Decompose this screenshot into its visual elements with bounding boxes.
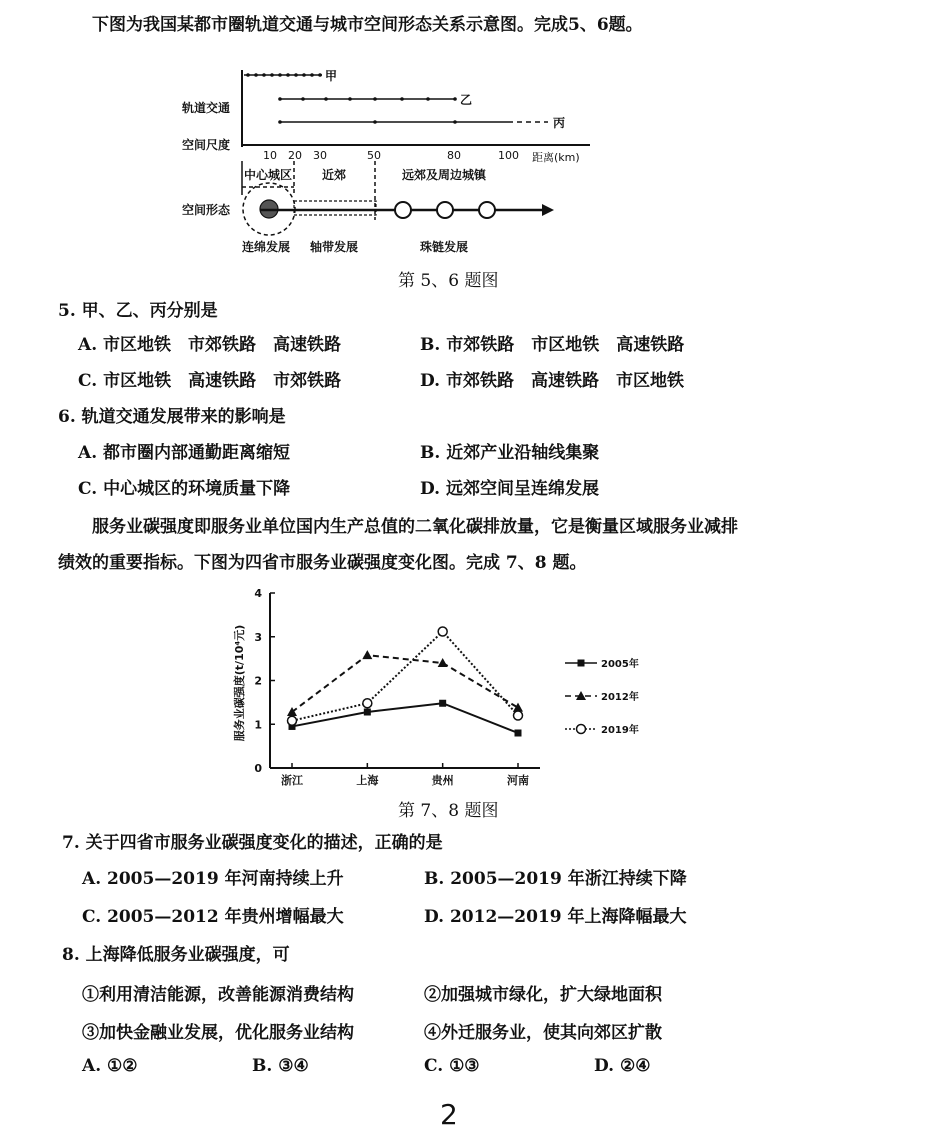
chart-y-tick-label: 3: [254, 630, 262, 644]
legend-label-1: 2012年: [601, 692, 639, 703]
q5-option-d[interactable]: D. 市郊铁路 高速铁路 市区地铁: [420, 371, 684, 391]
intro-text-1: 下图为我国某都市圈轨道交通与城市空间形态关系示意图。完成5、6题。: [92, 15, 643, 35]
q6-option-c[interactable]: C. 中心城区的环境质量下降: [78, 479, 291, 499]
chart-point: [514, 711, 523, 720]
row-label-rail: 轨道交通: [182, 101, 231, 115]
q8-option-b[interactable]: B. ③④: [252, 1056, 309, 1076]
zone-center: 中心城区: [244, 168, 293, 182]
chart-y-tick-label: 1: [254, 718, 262, 732]
chart-y-tick-label: 0: [254, 762, 262, 775]
chart-x-tick-label: 河南: [507, 774, 529, 787]
q8-stem: 8. 上海降低服务业碳强度，可: [62, 945, 290, 965]
chart-point: [288, 716, 297, 725]
intro-text-2b: 绩效的重要指标。下图为四省市服务业碳强度变化图。完成 7、8 题。: [58, 553, 587, 573]
chart-series-line-1: [292, 655, 518, 712]
q8-option-c[interactable]: C. ①③: [424, 1056, 480, 1076]
form-continuous: 连绵发展: [242, 240, 291, 254]
q7-option-c[interactable]: C. 2005—2012 年贵州增幅最大: [82, 907, 344, 927]
rail-spatial-diagram: [170, 55, 610, 265]
chart-x-tick-label: 上海: [356, 774, 379, 787]
chart-point: [362, 650, 372, 659]
chart-point: [363, 699, 372, 708]
diagram1-caption: 第 5、6 题图: [398, 271, 499, 291]
zone-near: 近郊: [322, 168, 347, 182]
q8-option-a[interactable]: A. ①②: [82, 1056, 138, 1076]
tick-80: 80: [447, 149, 461, 162]
chart-point: [364, 709, 371, 716]
q8-item-3: ③加快金融业发展，优化服务业结构: [82, 1023, 354, 1043]
chart-y-axis-label: 服务业碳强度(t/10⁴元): [233, 624, 246, 742]
chart-point: [438, 627, 447, 636]
tick-50: 50: [367, 149, 381, 162]
tick-20: 20: [288, 149, 302, 162]
q7-option-a[interactable]: A. 2005—2019 年河南持续上升: [82, 869, 344, 889]
q6-stem: 6. 轨道交通发展带来的影响是: [58, 407, 286, 427]
chart-y-tick-label: 2: [254, 674, 262, 688]
line-label-yi: 乙: [460, 93, 473, 107]
q8-item-4: ④外迁服务业，使其向郊区扩散: [424, 1023, 662, 1043]
tick-100: 100: [498, 149, 519, 162]
row-label-form: 空间形态: [182, 203, 231, 217]
q6-option-a[interactable]: A. 都市圈内部通勤距离缩短: [78, 443, 291, 463]
q6-option-b[interactable]: B. 近郊产业沿轴线集聚: [420, 443, 600, 463]
legend-label-0: 2005年: [601, 659, 639, 670]
chart-y-tick-label: 4: [254, 587, 262, 600]
chart-caption: 第 7、8 题图: [398, 801, 499, 821]
page-number: 2: [440, 1098, 458, 1131]
tick-30: 30: [313, 149, 327, 162]
q7-option-b[interactable]: B. 2005—2019 年浙江持续下降: [424, 869, 687, 889]
legend-label-2: 2019年: [601, 725, 639, 736]
q5-option-b[interactable]: B. 市郊铁路 市区地铁 高速铁路: [420, 335, 685, 355]
chart-x-tick-label: 浙江: [281, 774, 303, 787]
form-corridor: 轴带发展: [310, 240, 359, 254]
chart-series-line-0: [292, 703, 518, 733]
chart-point: [439, 700, 446, 707]
form-beaded: 珠链发展: [420, 240, 469, 254]
line-label-jia: 甲: [325, 69, 338, 83]
q5-option-a[interactable]: A. 市区地铁 市郊铁路 高速铁路: [78, 335, 342, 355]
q7-stem: 7. 关于四省市服务业碳强度变化的描述，正确的是: [62, 833, 443, 853]
q8-item-1: ①利用清洁能源，改善能源消费结构: [82, 985, 354, 1005]
q8-item-2: ②加强城市绿化，扩大绿地面积: [424, 985, 662, 1005]
q8-option-d[interactable]: D. ②④: [594, 1056, 651, 1076]
row-label-scale: 空间尺度: [182, 138, 231, 152]
q7-option-d[interactable]: D. 2012—2019 年上海降幅最大: [424, 907, 687, 927]
legend-marker-0: [578, 660, 585, 667]
tick-10: 10: [263, 149, 277, 162]
q5-stem: 5. 甲、乙、丙分别是: [58, 301, 218, 321]
chart-point: [515, 730, 522, 737]
carbon-intensity-chart: [225, 583, 665, 793]
q6-option-d[interactable]: D. 远郊空间呈连绵发展: [420, 479, 599, 499]
distance-unit: 距离(km): [532, 151, 580, 164]
chart-point: [438, 658, 448, 667]
intro-text-2a: 服务业碳强度即服务业单位国内生产总值的二氧化碳排放量，它是衡量区域服务业减排: [92, 517, 738, 537]
q5-option-c[interactable]: C. 市区地铁 高速铁路 市郊铁路: [78, 371, 342, 391]
legend-marker-2: [577, 725, 586, 734]
line-label-bing: 丙: [553, 116, 566, 130]
chart-x-tick-label: 贵州: [431, 774, 454, 787]
zone-far: 远郊及周边城镇: [402, 168, 487, 182]
